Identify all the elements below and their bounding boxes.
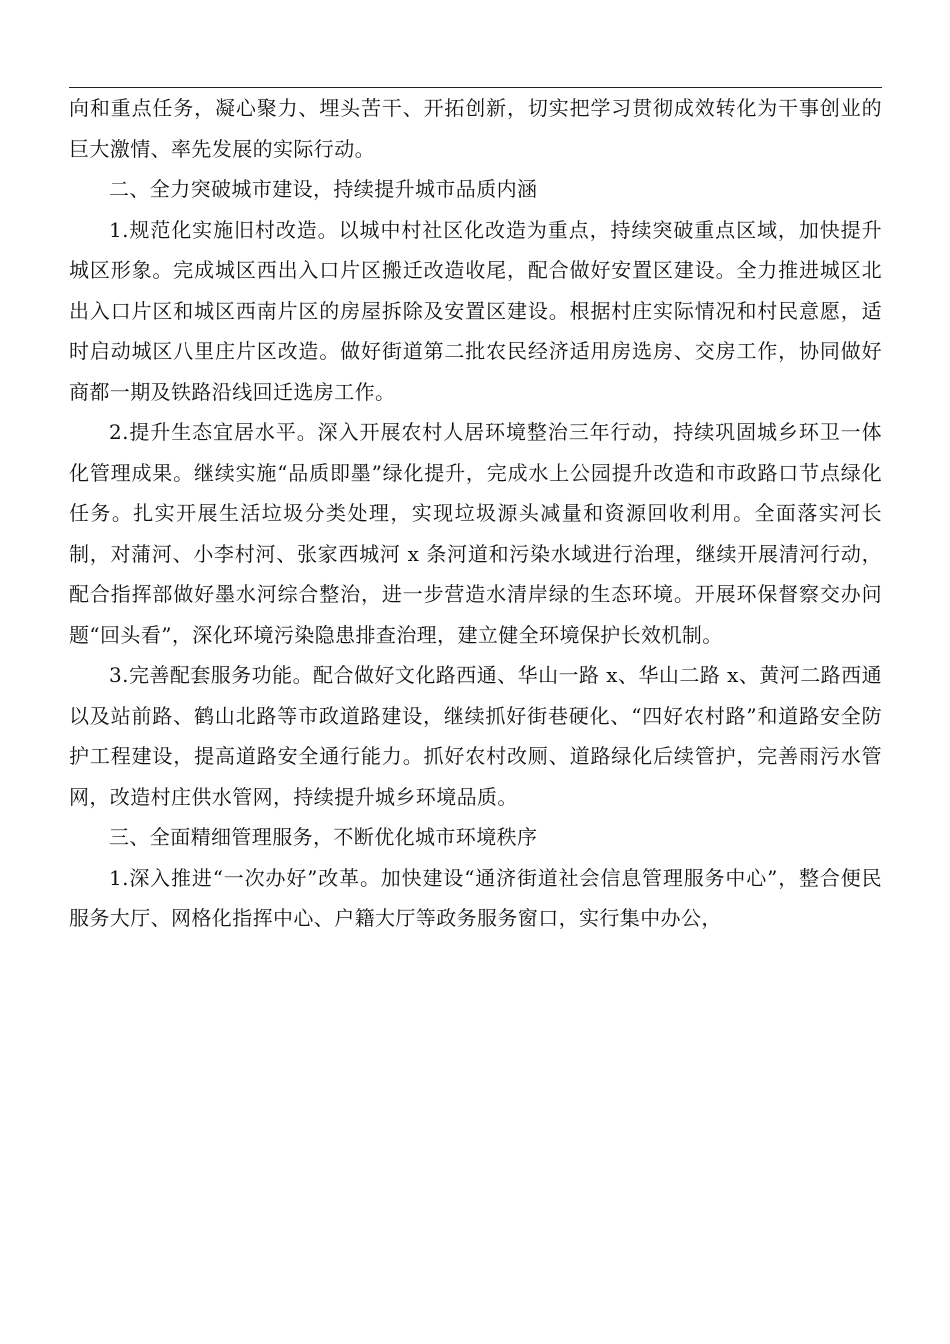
document-body: [69, 88, 882, 939]
paragraph-village-renovation: 1.规范化实施旧村改造。以城中村社区化改造为重点，持续突破重点区域，加快提升城区形象。完成城区西出入口片区搬迁改造收尾，配合做好安置区建设。全力推进城区北出入口片区和城区西南片区的房屋拆除及安置区建设。根据村庄实际情况和村民意愿，适时启动城区八里庄片区改造。做好街道第二批农民经济适用房选房、交房工作，协同做好商都一期及铁路沿线回迁选房工作。: [69, 217, 882, 404]
section-heading-2: 二、全力突破城市建设，持续提升城市品质内涵: [109, 177, 538, 201]
paragraph-reform: 1.深入推进“一次办好”改革。加快建设“通济街道社会信息管理服务中心”，整合便民服务大厅、网格化指挥中心、户籍大厅等政务服务窗口，实行集中办公，: [69, 865, 882, 930]
paragraph-ecology: 2.提升生态宜居水平。深入开展农村人居环境整治三年行动，持续巩固城乡环卫一体化管理成果。继续实施“品质即墨”绿化提升，完成水上公园提升改造和市政路口节点绿化任务。扎实开展生活垃圾分类处理，实现垃圾源头减量和资源回收利用。全面落实河长制，对蒲河、小李村河、张家西城河 x 条河道和污染水域进行治理，继续开展清河行动，配合指挥部做好墨水河综合整治，进一步营造水清岸绿的生态环境。开展环保督察交办问题“回头看”，深化环境污染隐患排查治理，建立健全环境保护长效机制。: [69, 420, 882, 647]
paragraph-continued: 向和重点任务，凝心聚力、埋头苦干、开拓创新，切实把学习贯彻成效转化为干事创业的巨大激情、率先发展的实际行动。: [69, 96, 882, 161]
section-heading-3: 三、全面精细管理服务，不断优化城市环境秩序: [109, 825, 538, 849]
paragraph-services: 3.完善配套服务功能。配合做好文化路西通、华山一路 x、华山二路 x、黄河二路西通以及站前路、鹤山北路等市政道路建设，继续抓好街巷硬化、“四好农村路”和道路安全防护工程建设，提高道路安全通行能力。抓好农村改厕、道路绿化后续管护，完善雨污水管网，改造村庄供水管网，持续提升城乡环境品质。: [69, 663, 882, 809]
